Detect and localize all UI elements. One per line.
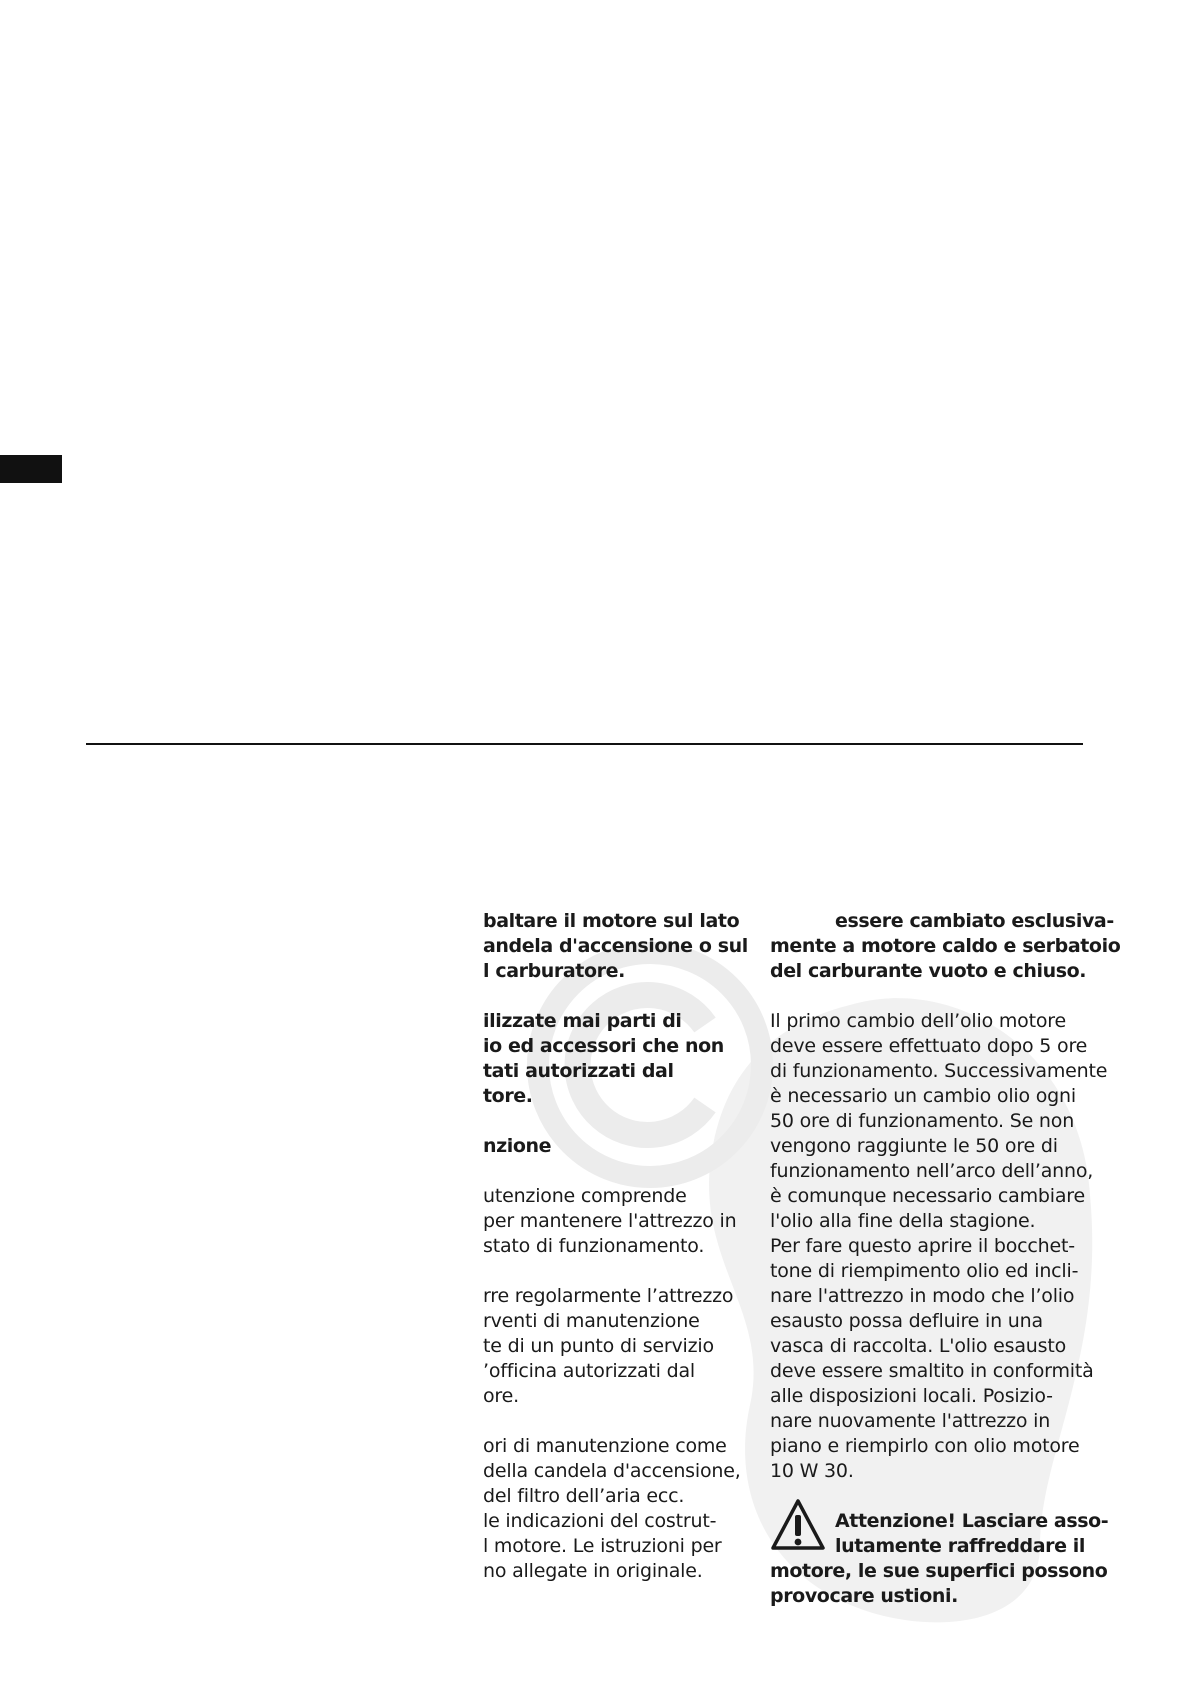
left-p2-line: tati autorizzati dal <box>483 1060 674 1082</box>
warning-text-line: provocare ustioni. <box>770 1585 958 1607</box>
left-p5-line: del filtro dell’aria ecc. <box>483 1485 685 1507</box>
right-p2-line: esausto possa defluire in una <box>770 1310 1043 1332</box>
horizontal-rule <box>86 743 1083 745</box>
left-p3-line: utenzione comprende <box>483 1185 687 1207</box>
warning-text-line: motore, le sue superfici possono <box>770 1560 1108 1582</box>
right-p2-line: nare nuovamente l'attrezzo in <box>770 1410 1051 1432</box>
left-p3-line: stato di funzionamento. <box>483 1235 705 1257</box>
right-p2-line: 50 ore di funzionamento. Se non <box>770 1110 1075 1132</box>
right-p1-line: del carburante vuoto e chiuso. <box>770 960 1087 982</box>
left-section-heading: nzione <box>483 1135 552 1157</box>
left-p4-line: ’officina autorizzati dal <box>483 1360 695 1382</box>
left-p4-line: rre regolarmente l’attrezzo <box>483 1285 734 1307</box>
right-p2-line: vengono raggiunte le 50 ore di <box>770 1135 1058 1157</box>
left-p5-line: l motore. Le istruzioni per <box>483 1535 722 1557</box>
left-p4-line: ore. <box>483 1385 519 1407</box>
right-p2-line: Il primo cambio dell’olio motore <box>770 1010 1066 1032</box>
right-p2-line: alle disposizioni locali. Posizio- <box>770 1385 1053 1407</box>
left-p3-line: per mantenere l'attrezzo in <box>483 1210 737 1232</box>
right-p2-line: è necessario un cambio olio ogni <box>770 1085 1076 1107</box>
left-p4-line: rventi di manutenzione <box>483 1310 700 1332</box>
right-p2-line: di funzionamento. Successivamente <box>770 1060 1108 1082</box>
left-p1-line: baltare il motore sul lato <box>483 910 740 932</box>
side-tab-marker <box>0 455 62 483</box>
left-p2-line: tore. <box>483 1085 533 1107</box>
right-p2-line: tone di riempimento olio ed incli- <box>770 1260 1079 1282</box>
right-p1-line: essere cambiato esclusiva- <box>835 910 1114 932</box>
left-p5-line: della candela d'accensione, <box>483 1460 741 1482</box>
right-p2-line: è comunque necessario cambiare <box>770 1185 1085 1207</box>
warning-text-line: lutamente raffreddare il <box>835 1535 1086 1557</box>
right-p1-line: mente a motore caldo e serbatoio <box>770 935 1121 957</box>
warning-triangle-icon <box>770 1498 826 1552</box>
left-p2-line: ilizzate mai parti di <box>483 1010 682 1032</box>
left-p2-line: io ed accessori che non <box>483 1035 724 1057</box>
right-p2-line: nare l'attrezzo in modo che l’olio <box>770 1285 1075 1307</box>
left-column <box>483 909 773 1584</box>
right-p2-line: deve essere smaltito in conformità <box>770 1360 1094 1382</box>
left-p4-line: te di un punto di servizio <box>483 1335 714 1357</box>
left-p5-line: le indicazioni del costrut- <box>483 1510 717 1532</box>
right-p2-line: l'olio alla fine della stagione. <box>770 1210 1036 1232</box>
left-p5-line: no allegate in originale. <box>483 1560 703 1582</box>
right-p2-line: deve essere effettuato dopo 5 ore <box>770 1035 1088 1057</box>
right-p2-line: funzionamento nell’arco dell’anno, <box>770 1160 1094 1182</box>
right-p2-line: 10 W 30. <box>770 1460 854 1482</box>
left-p5-line: ori di manutenzione come <box>483 1435 727 1457</box>
left-p1-line: l carburatore. <box>483 960 625 982</box>
right-p2-line: Per fare questo aprire il bocchet- <box>770 1235 1075 1257</box>
right-p2-line: vasca di raccolta. L'olio esausto <box>770 1335 1067 1357</box>
warning-text-line: Attenzione! Lasciare asso- <box>835 1510 1109 1532</box>
right-p2-line: piano e riempirlo con olio motore <box>770 1435 1080 1457</box>
left-p1-line: andela d'accensione o sul <box>483 935 748 957</box>
